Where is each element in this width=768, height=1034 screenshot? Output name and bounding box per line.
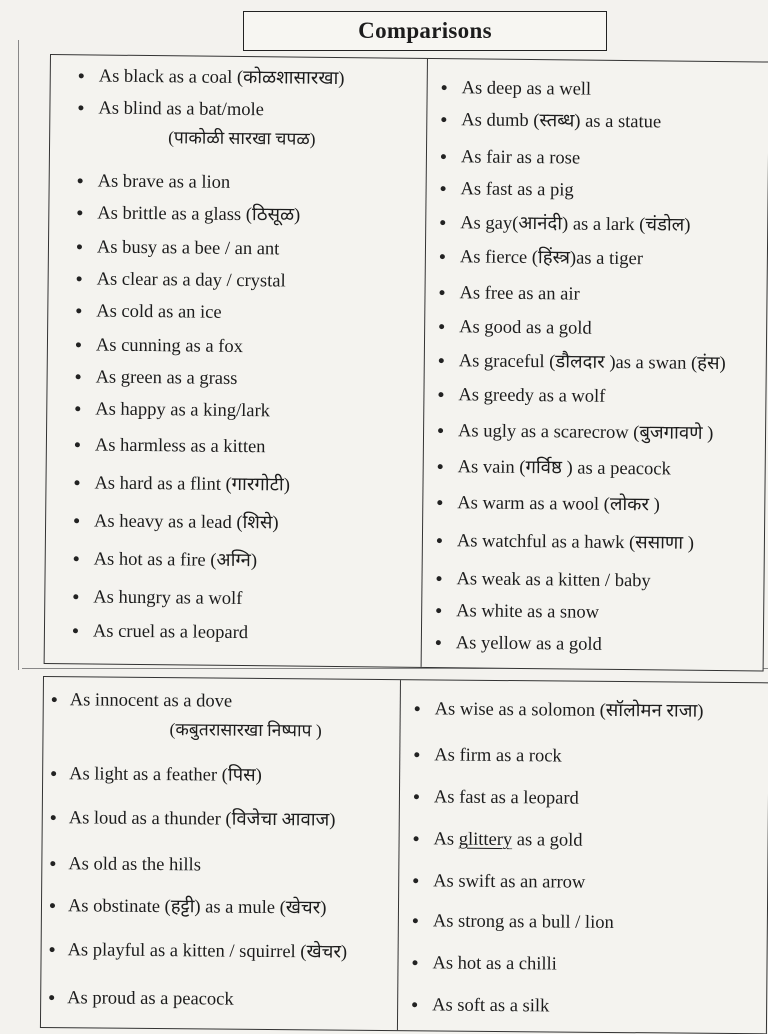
comparison-text: As proud as a peacock [67, 988, 234, 1010]
bullet-icon [441, 117, 446, 122]
bullet-icon [439, 324, 444, 329]
page-edge-line [18, 40, 19, 670]
comparison-text: As good as a gold [459, 317, 592, 339]
bullet-icon [77, 210, 82, 215]
comparison-text: As clear as a day / crystal [96, 269, 286, 292]
comparison-text: As hungry as a wolf [93, 587, 243, 610]
comparison-item [428, 77, 768, 100]
comparison-item [426, 246, 767, 270]
comparison-item [51, 97, 427, 149]
bullet-icon [50, 947, 55, 952]
comparison-item [424, 456, 765, 480]
comparison-text: As warm as a wool (लोकर ) [457, 493, 660, 516]
page-title: Comparisons [243, 11, 607, 51]
comparison-item [400, 828, 768, 851]
comparison-text [433, 828, 582, 851]
bullet-icon [413, 878, 418, 883]
bottom-left-column [41, 677, 401, 1030]
comparison-item [47, 398, 423, 422]
comparison-item [422, 632, 763, 655]
translation-note: (कबुतरासारखा निष्पाप ) [169, 719, 322, 741]
comparison-text: As fair as a rose [460, 147, 581, 169]
bullet-icon [51, 815, 56, 820]
comparison-text: As soft as a silk [432, 995, 550, 1017]
bullet-icon [77, 244, 82, 249]
bullet-icon [440, 254, 445, 259]
comparison-text: As obstinate (हट्टी) as a mule (खेचर) [67, 896, 327, 919]
comparison-text: As vain (गर्विष्ठ ) as a peacock [457, 457, 671, 480]
bullet-icon [441, 154, 446, 159]
bullet-icon [52, 697, 57, 702]
bullet-icon [74, 480, 79, 485]
bullet-icon [75, 442, 80, 447]
comparison-item [398, 994, 766, 1017]
comparison-text: As harmless as a kitten [94, 435, 266, 458]
comparison-item [427, 178, 768, 201]
bullet-icon [73, 594, 78, 599]
underlined-word: glittery [458, 829, 513, 851]
bullet-icon [50, 903, 55, 908]
comparison-item [42, 939, 398, 963]
comparison-text: As light as a feather (पिस) [69, 764, 262, 786]
bullet-icon [415, 706, 420, 711]
bullet-icon [78, 105, 83, 110]
comparison-text: As heavy as a lead (शिसे) [94, 511, 279, 534]
bullet-icon [75, 406, 80, 411]
comparison-text: As dumb (स्तब्ध) as a statue [461, 110, 662, 133]
comparison-text: As green as a grass [95, 367, 238, 389]
comparison-text: As ugly as a scarecrow (बुजगावणे ) [457, 421, 714, 444]
comparison-text: As cunning as a fox [95, 335, 243, 358]
comparison-item [426, 282, 767, 305]
comparison-item [42, 895, 398, 919]
comparison-text: As weak as a kitten / baby [456, 569, 651, 592]
comparison-item [425, 350, 766, 375]
comparison-item [49, 202, 425, 226]
comparison-item [400, 744, 768, 767]
comparison-item [423, 530, 764, 554]
bullet-icon [414, 836, 419, 841]
comparison-text-part: As [433, 829, 459, 850]
bullet-icon [50, 861, 55, 866]
comparison-item [50, 170, 426, 193]
comparison-text: As innocent as a dove [69, 690, 233, 712]
comparison-item [47, 434, 423, 458]
comparison-item [42, 853, 398, 876]
bullet-icon [51, 771, 56, 776]
comparison-text: As yellow as a gold [455, 633, 602, 655]
bullet-icon [412, 960, 417, 965]
comparison-text: As hot as a fire (अग्नि) [93, 549, 258, 572]
comparison-item [399, 910, 767, 933]
bullet-icon [49, 995, 54, 1000]
bullet-icon [79, 73, 84, 78]
comparisons-panel-top [44, 54, 768, 672]
bullet-icon [76, 374, 81, 379]
comparison-text: As fast as a leopard [433, 787, 579, 809]
bullet-icon [73, 628, 78, 633]
comparison-item [423, 568, 764, 592]
bullet-icon [414, 794, 419, 799]
comparison-text: As brave as a lion [97, 171, 231, 193]
comparison-text: As white as a snow [456, 601, 600, 623]
top-right-column [422, 59, 768, 671]
comparison-text: As hot as a chilli [432, 953, 557, 975]
bullet-icon [436, 608, 441, 613]
comparison-text: As playful as a kitten / squirrel (खेचर) [67, 940, 348, 963]
comparison-item [44, 689, 400, 741]
comparison-item [399, 870, 767, 893]
comparison-item [47, 472, 423, 496]
comparison-item [49, 236, 425, 260]
comparison-item [48, 334, 424, 358]
bullet-icon [441, 186, 446, 191]
comparison-item [45, 620, 421, 644]
bullet-icon [442, 85, 447, 90]
comparison-text: As busy as a bee / an ant [96, 237, 280, 260]
bullet-icon [436, 640, 441, 645]
comparison-text: As blind as a bat/mole [98, 98, 264, 121]
comparison-item [400, 786, 768, 809]
top-left-column [45, 55, 428, 667]
comparison-text: As old as the hills [68, 854, 202, 876]
bullet-icon [439, 358, 444, 363]
bottom-right-column [398, 680, 768, 1033]
comparison-item [424, 420, 765, 444]
comparison-text: As happy as a king/lark [95, 399, 271, 422]
comparison-item [45, 586, 421, 610]
bullet-icon [76, 342, 81, 347]
comparisons-panel-bottom [40, 676, 768, 1034]
comparison-text: As brittle as a glass (ठिसूळ) [97, 203, 301, 226]
comparison-item [422, 600, 763, 623]
bullet-icon [439, 290, 444, 295]
comparison-text: As hard as a flint (गारगोटी) [94, 473, 291, 496]
bullet-icon [413, 918, 418, 923]
bullet-icon [74, 518, 79, 523]
comparison-item [49, 268, 425, 292]
comparison-text: As firm as a rock [434, 745, 562, 767]
comparison-text: As watchful as a hawk (ससाणा ) [456, 531, 695, 554]
comparison-item [425, 316, 766, 339]
comparison-item [427, 146, 768, 169]
bullet-icon [438, 428, 443, 433]
bullet-icon [438, 464, 443, 469]
comparison-item [51, 65, 427, 90]
comparison-item [48, 300, 424, 323]
comparison-item [399, 952, 767, 975]
bullet-icon [77, 276, 82, 281]
bullet-icon [437, 500, 442, 505]
comparison-text: As fast as a pig [460, 179, 574, 201]
comparison-text: As deep as a well [461, 78, 592, 100]
comparison-item [427, 109, 768, 133]
comparison-text: As fierce (हिंस्त्र)as a tiger [459, 247, 644, 270]
bullet-icon [437, 576, 442, 581]
bullet-icon [438, 392, 443, 397]
comparison-text-part: as a gold [512, 830, 583, 851]
comparison-text: As black as a coal (कोळशासारखा) [98, 66, 345, 90]
translation-note: (पाकोळी सारखा चपळ) [168, 127, 316, 149]
comparison-item [401, 698, 768, 722]
bullet-icon [440, 220, 445, 225]
bullet-icon [437, 538, 442, 543]
comparison-text: As wise as a solomon (सॉलोमन राजा) [434, 699, 704, 722]
comparison-item [425, 384, 766, 407]
comparison-text: As greedy as a wolf [458, 385, 606, 407]
comparison-text: As cold as an ice [96, 301, 222, 323]
bullet-icon [76, 308, 81, 313]
comparison-text: As swift as an arrow [433, 871, 586, 893]
comparison-item [43, 763, 399, 786]
comparison-item [41, 987, 397, 1010]
bullet-icon [78, 178, 83, 183]
bullet-icon [74, 556, 79, 561]
comparison-text: As free as an air [459, 283, 580, 305]
comparison-item [423, 492, 764, 516]
comparison-item [48, 366, 424, 389]
comparison-text: As strong as a bull / lion [432, 911, 614, 933]
comparison-text: As loud as a thunder (विजेचा आवाज) [68, 808, 336, 831]
comparison-text: As gay(आनंदी) as a lark (चंडोल) [460, 213, 691, 236]
comparison-item [46, 510, 422, 534]
comparison-text: As graceful (डौलदार )as a swan (हंस) [458, 351, 726, 375]
comparison-item [426, 212, 767, 236]
comparison-item [46, 548, 422, 572]
bullet-icon [412, 1002, 417, 1007]
bullet-icon [414, 752, 419, 757]
comparison-item [43, 807, 399, 831]
comparison-text: As cruel as a leopard [92, 621, 249, 644]
